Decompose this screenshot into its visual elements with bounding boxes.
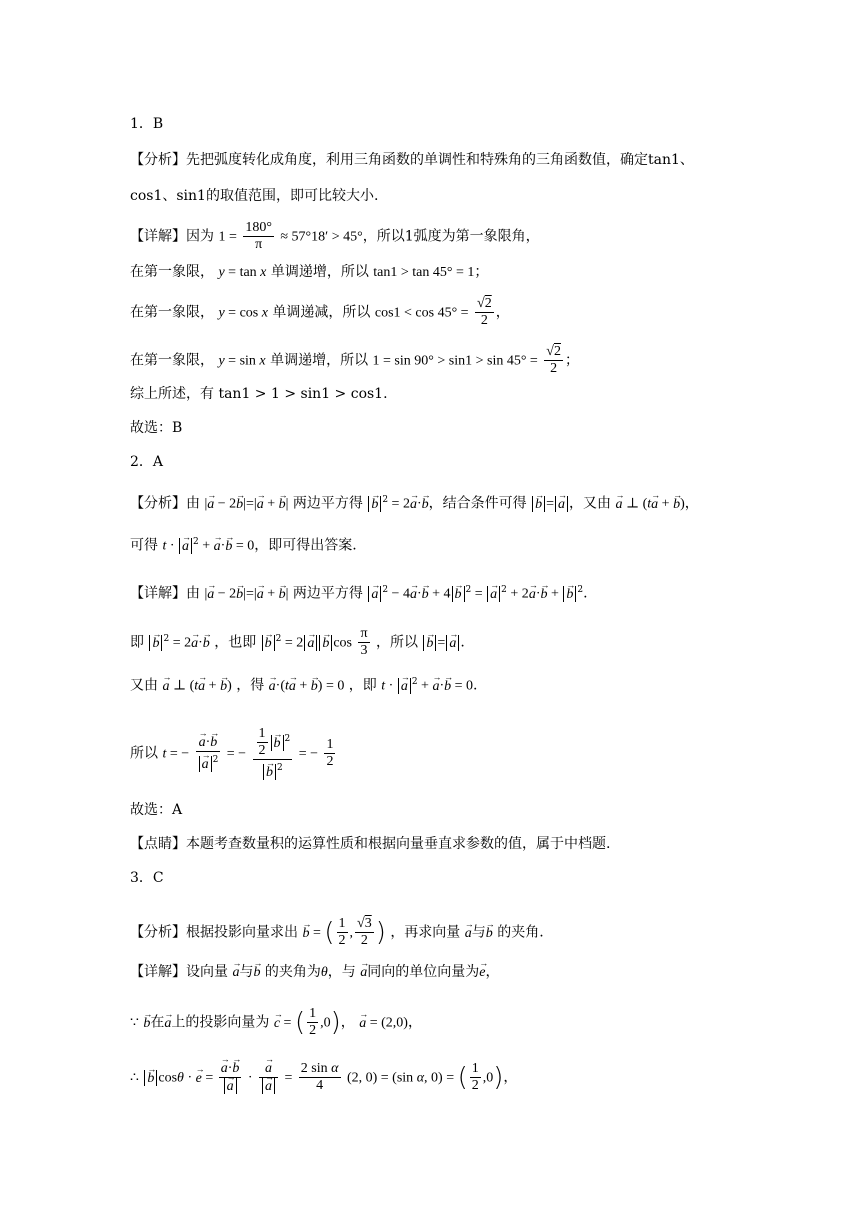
- q1-detail-line-4: 在第一象限， y = sin x 单调递增，所以 1 = sin 90° > sin1 > sin 45° = $\frac{√2}{2}$ ；: [130, 344, 579, 376]
- q3-detail-line-3: ∴ → b cosθ · → e = → a·→ b → a · → a → a = $\frac{\text{2 sin α}}{4}$ (2, 0) = (sin α, 0) = ( $\frac{1}{2}$ ,0)，: [130, 1060, 517, 1095]
- q2-detail-line-4: 所以 t = − → a·→ b → a $^2$ = − $\frac{1}{2}$ → b $^2$ → b $^2$ = − $\frac{1}{2}$: [130, 726, 337, 781]
- fraction: → a·→ b → a $^2$: [196, 734, 221, 773]
- q1-detail-line-3: 在第一象限， y = cos x 单调递减，所以 cos1 < cos 45° = $\frac{√2}{2}$ ，: [130, 296, 510, 328]
- fraction: → a → a: [259, 1060, 278, 1095]
- q2-detail-line-3: 又由 → a ⊥ (t→ a + → b) ，得 → a·(t→ a + → b) = 0 ，即 t · → a $^2$ + → a·→ b = 0.: [130, 672, 477, 697]
- fraction: $\frac{√2}{2}$: [546, 344, 561, 376]
- fraction: → a·→ b → a: [219, 1060, 242, 1095]
- q1-choice: 故选：B: [130, 420, 183, 436]
- q2-analysis-line-1: 【分析】由 |→ a − 2→ b|=|→ a + → b| 两边平方得 → b $^2$ = 2→ a·→ b，结合条件可得 → b =→ a ，又由 → a ⊥ (t→ a + → b)，: [130, 490, 699, 515]
- q3-analysis-line: 【分析】根据投影向量求出 → b = ( $\frac{1}{2}$ , $\frac{√3}{2}$ ) ，再求向量 → a与→ b 的夹角.: [130, 916, 544, 949]
- q1-detail-tail: ，所以1弧度为第一象限角，: [362, 228, 540, 245]
- q1-analysis-line-2: cos1、sin1的取值范围，即可比较大小.: [130, 188, 379, 204]
- q3-title: 3．C: [130, 870, 164, 886]
- q2-choice: 故选：A: [130, 802, 183, 818]
- q2-detail-line-2: 即 → b $^2$ = 2→ a·→ b ，也即 → b $^2$ = 2→ a→ b cos $\frac{\pi}{3}$ ，所以 → b =→ a .: [130, 626, 465, 659]
- q3-detail-line-2: ∵ → b在→ a上的投影向量为 → c = ( $\frac{1}{2}$ ,0)， → a = (2,0)，: [130, 1006, 422, 1039]
- fraction: $\frac{1}{2}$: [326, 736, 334, 769]
- q2-title: 2．A: [130, 454, 164, 470]
- fraction: $\frac{√2}{2}$: [477, 296, 492, 328]
- q3-detail-line-1: 【详解】设向量 → a与→ b 的夹角为θ，与 → a同向的单位向量为→ e，: [130, 962, 499, 983]
- fraction: $\frac{1}{2}$ → b $^2$ → b $^2$: [253, 726, 293, 781]
- q1-summary: 综上所述，有 tan1 > 1 > sin1 > cos1.: [130, 386, 388, 402]
- q2-detail-line-1: 【详解】由 |→ a − 2→ b|=|→ a + → b| 两边平方得 → a $^2$ − 4→ a·→ b + 4→ b $^2$ = → a $^2$ + 2→ a·→ b + → b $^2$.: [130, 580, 588, 605]
- q2-analysis-line-2: 可得 t · → a $^2$ + → a·→ b = 0，即可得出答案.: [130, 532, 357, 557]
- fraction: $\frac{180^\circ}{\pi}$: [245, 220, 272, 252]
- q1-analysis-line-1: 【分析】先把弧度转化成角度，利用三角函数的单调性和特殊角的三角函数值，确定tan1、: [130, 152, 694, 168]
- q1-detail-line-1: 【详解】因为 1 = $\frac{180^\circ}{\pi}$ ≈ 57°18′ > 45°，所以1弧度为第一象限角，: [130, 220, 540, 252]
- q1-title: 1．B: [130, 116, 164, 132]
- q1-detail-label: 【详解】因为: [130, 228, 214, 245]
- q2-comment: 【点睛】本题考查数量积的运算性质和根据向量垂直求参数的值，属于中档题.: [130, 836, 611, 852]
- q1-detail-line-2: 在第一象限， y = tan x 单调递增，所以 tan1 > tan 45° = 1；: [130, 264, 489, 280]
- fraction: $\frac{\pi}{3}$: [360, 626, 368, 658]
- fraction: $\frac{\text{2 sin α}}{4}$: [300, 1061, 339, 1093]
